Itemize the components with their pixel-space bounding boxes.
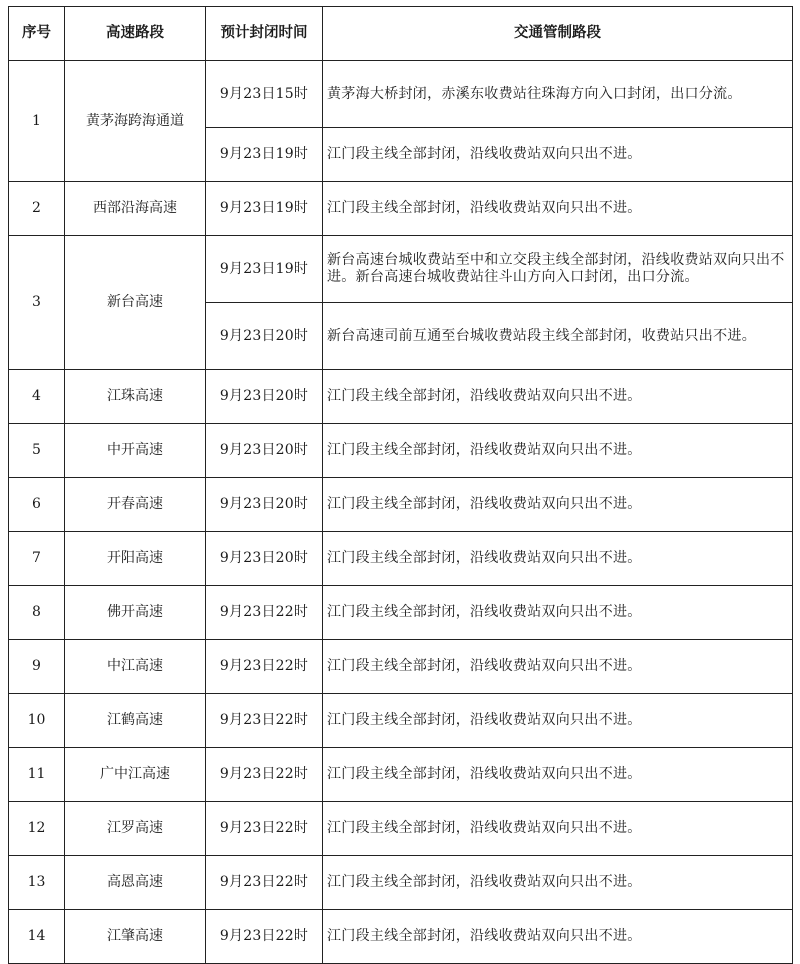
traffic-control-cell: 江门段主线全部封闭，沿线收费站双向只出不进。: [323, 532, 793, 586]
traffic-control-cell: 江门段主线全部封闭，沿线收费站双向只出不进。: [323, 694, 793, 748]
traffic-control-cell: 江门段主线全部封闭，沿线收费站双向只出不进。: [323, 748, 793, 802]
table-row: [9, 478, 793, 532]
closure-time-cell: 9月23日15时: [206, 61, 323, 128]
traffic-control-cell: 新台高速台城收费站至中和立交段主线全部封闭，沿线收费站双向只出不进。新台高速台城收费站往斗山方向入口封闭，出口分流。: [323, 236, 793, 303]
closure-time-cell: 9月23日22时: [206, 586, 323, 640]
highway-name-cell: 广中江高速: [65, 748, 206, 802]
header-traffic-control: 交通管制路段: [323, 7, 793, 61]
table-row: [9, 182, 793, 236]
serial-number-cell: 9: [9, 640, 65, 694]
serial-number-cell: 3: [9, 236, 65, 370]
traffic-control-cell: 江门段主线全部封闭，沿线收费站双向只出不进。: [323, 128, 793, 182]
header-closure-time: 预计封闭时间: [206, 7, 323, 61]
highway-name-cell: 新台高速: [65, 236, 206, 370]
closure-time-cell: 9月23日20时: [206, 478, 323, 532]
traffic-control-cell: 江门段主线全部封闭，沿线收费站双向只出不进。: [323, 182, 793, 236]
traffic-control-cell: 江门段主线全部封闭，沿线收费站双向只出不进。: [323, 586, 793, 640]
closure-time-cell: 9月23日20时: [206, 303, 323, 370]
road-closure-table: [8, 6, 793, 964]
serial-number-cell: 4: [9, 370, 65, 424]
traffic-control-cell: 江门段主线全部封闭，沿线收费站双向只出不进。: [323, 856, 793, 910]
traffic-control-cell: 江门段主线全部封闭，沿线收费站双向只出不进。: [323, 910, 793, 964]
closure-time-cell: 9月23日20时: [206, 532, 323, 586]
serial-number-cell: 1: [9, 61, 65, 182]
highway-name-cell: 西部沿海高速: [65, 182, 206, 236]
traffic-control-cell: 江门段主线全部封闭，沿线收费站双向只出不进。: [323, 370, 793, 424]
closure-time-cell: 9月23日22时: [206, 748, 323, 802]
table-row: [9, 61, 793, 128]
traffic-control-cell: 新台高速司前互通至台城收费站段主线全部封闭，收费站只出不进。: [323, 303, 793, 370]
highway-name-cell: 高恩高速: [65, 856, 206, 910]
highway-name-cell: 江肇高速: [65, 910, 206, 964]
traffic-control-cell: 江门段主线全部封闭，沿线收费站双向只出不进。: [323, 424, 793, 478]
traffic-control-cell: 江门段主线全部封闭，沿线收费站双向只出不进。: [323, 640, 793, 694]
serial-number-cell: 2: [9, 182, 65, 236]
table-row: [9, 586, 793, 640]
highway-name-cell: 江珠高速: [65, 370, 206, 424]
serial-number-cell: 11: [9, 748, 65, 802]
table-row: [9, 694, 793, 748]
closure-time-cell: 9月23日20时: [206, 370, 323, 424]
highway-name-cell: 江罗高速: [65, 802, 206, 856]
table-row: [9, 236, 793, 303]
highway-name-cell: 佛开高速: [65, 586, 206, 640]
closure-time-cell: 9月23日22时: [206, 856, 323, 910]
table-row: [9, 802, 793, 856]
highway-name-cell: 江鹤高速: [65, 694, 206, 748]
serial-number-cell: 10: [9, 694, 65, 748]
highway-name-cell: 开阳高速: [65, 532, 206, 586]
table-row: [9, 370, 793, 424]
closure-time-cell: 9月23日20时: [206, 424, 323, 478]
table-row: [9, 910, 793, 964]
table-row: [9, 424, 793, 478]
header-row: [9, 7, 793, 61]
serial-number-cell: 12: [9, 802, 65, 856]
table-row: [9, 640, 793, 694]
traffic-control-cell: 江门段主线全部封闭，沿线收费站双向只出不进。: [323, 802, 793, 856]
serial-number-cell: 6: [9, 478, 65, 532]
highway-name-cell: 中江高速: [65, 640, 206, 694]
serial-number-cell: 5: [9, 424, 65, 478]
table-row: [9, 748, 793, 802]
closure-time-cell: 9月23日19时: [206, 236, 323, 303]
serial-number-cell: 13: [9, 856, 65, 910]
traffic-control-cell: 黄茅海大桥封闭，赤溪东收费站往珠海方向入口封闭，出口分流。: [323, 61, 793, 128]
closure-time-cell: 9月23日22时: [206, 910, 323, 964]
serial-number-cell: 8: [9, 586, 65, 640]
highway-name-cell: 黄茅海跨海通道: [65, 61, 206, 182]
closure-time-cell: 9月23日19时: [206, 128, 323, 182]
serial-number-cell: 7: [9, 532, 65, 586]
highway-name-cell: 中开高速: [65, 424, 206, 478]
closure-time-cell: 9月23日22时: [206, 640, 323, 694]
table-header: [9, 7, 793, 61]
closure-time-cell: 9月23日22时: [206, 694, 323, 748]
traffic-control-cell: 江门段主线全部封闭，沿线收费站双向只出不进。: [323, 478, 793, 532]
table-row: [9, 856, 793, 910]
serial-number-cell: 14: [9, 910, 65, 964]
closure-time-cell: 9月23日22时: [206, 802, 323, 856]
closure-time-cell: 9月23日19时: [206, 182, 323, 236]
table-row: [9, 532, 793, 586]
highway-name-cell: 开春高速: [65, 478, 206, 532]
header-serial-number: 序号: [9, 7, 65, 61]
header-highway-section: 高速路段: [65, 7, 206, 61]
table-body: [9, 61, 793, 964]
